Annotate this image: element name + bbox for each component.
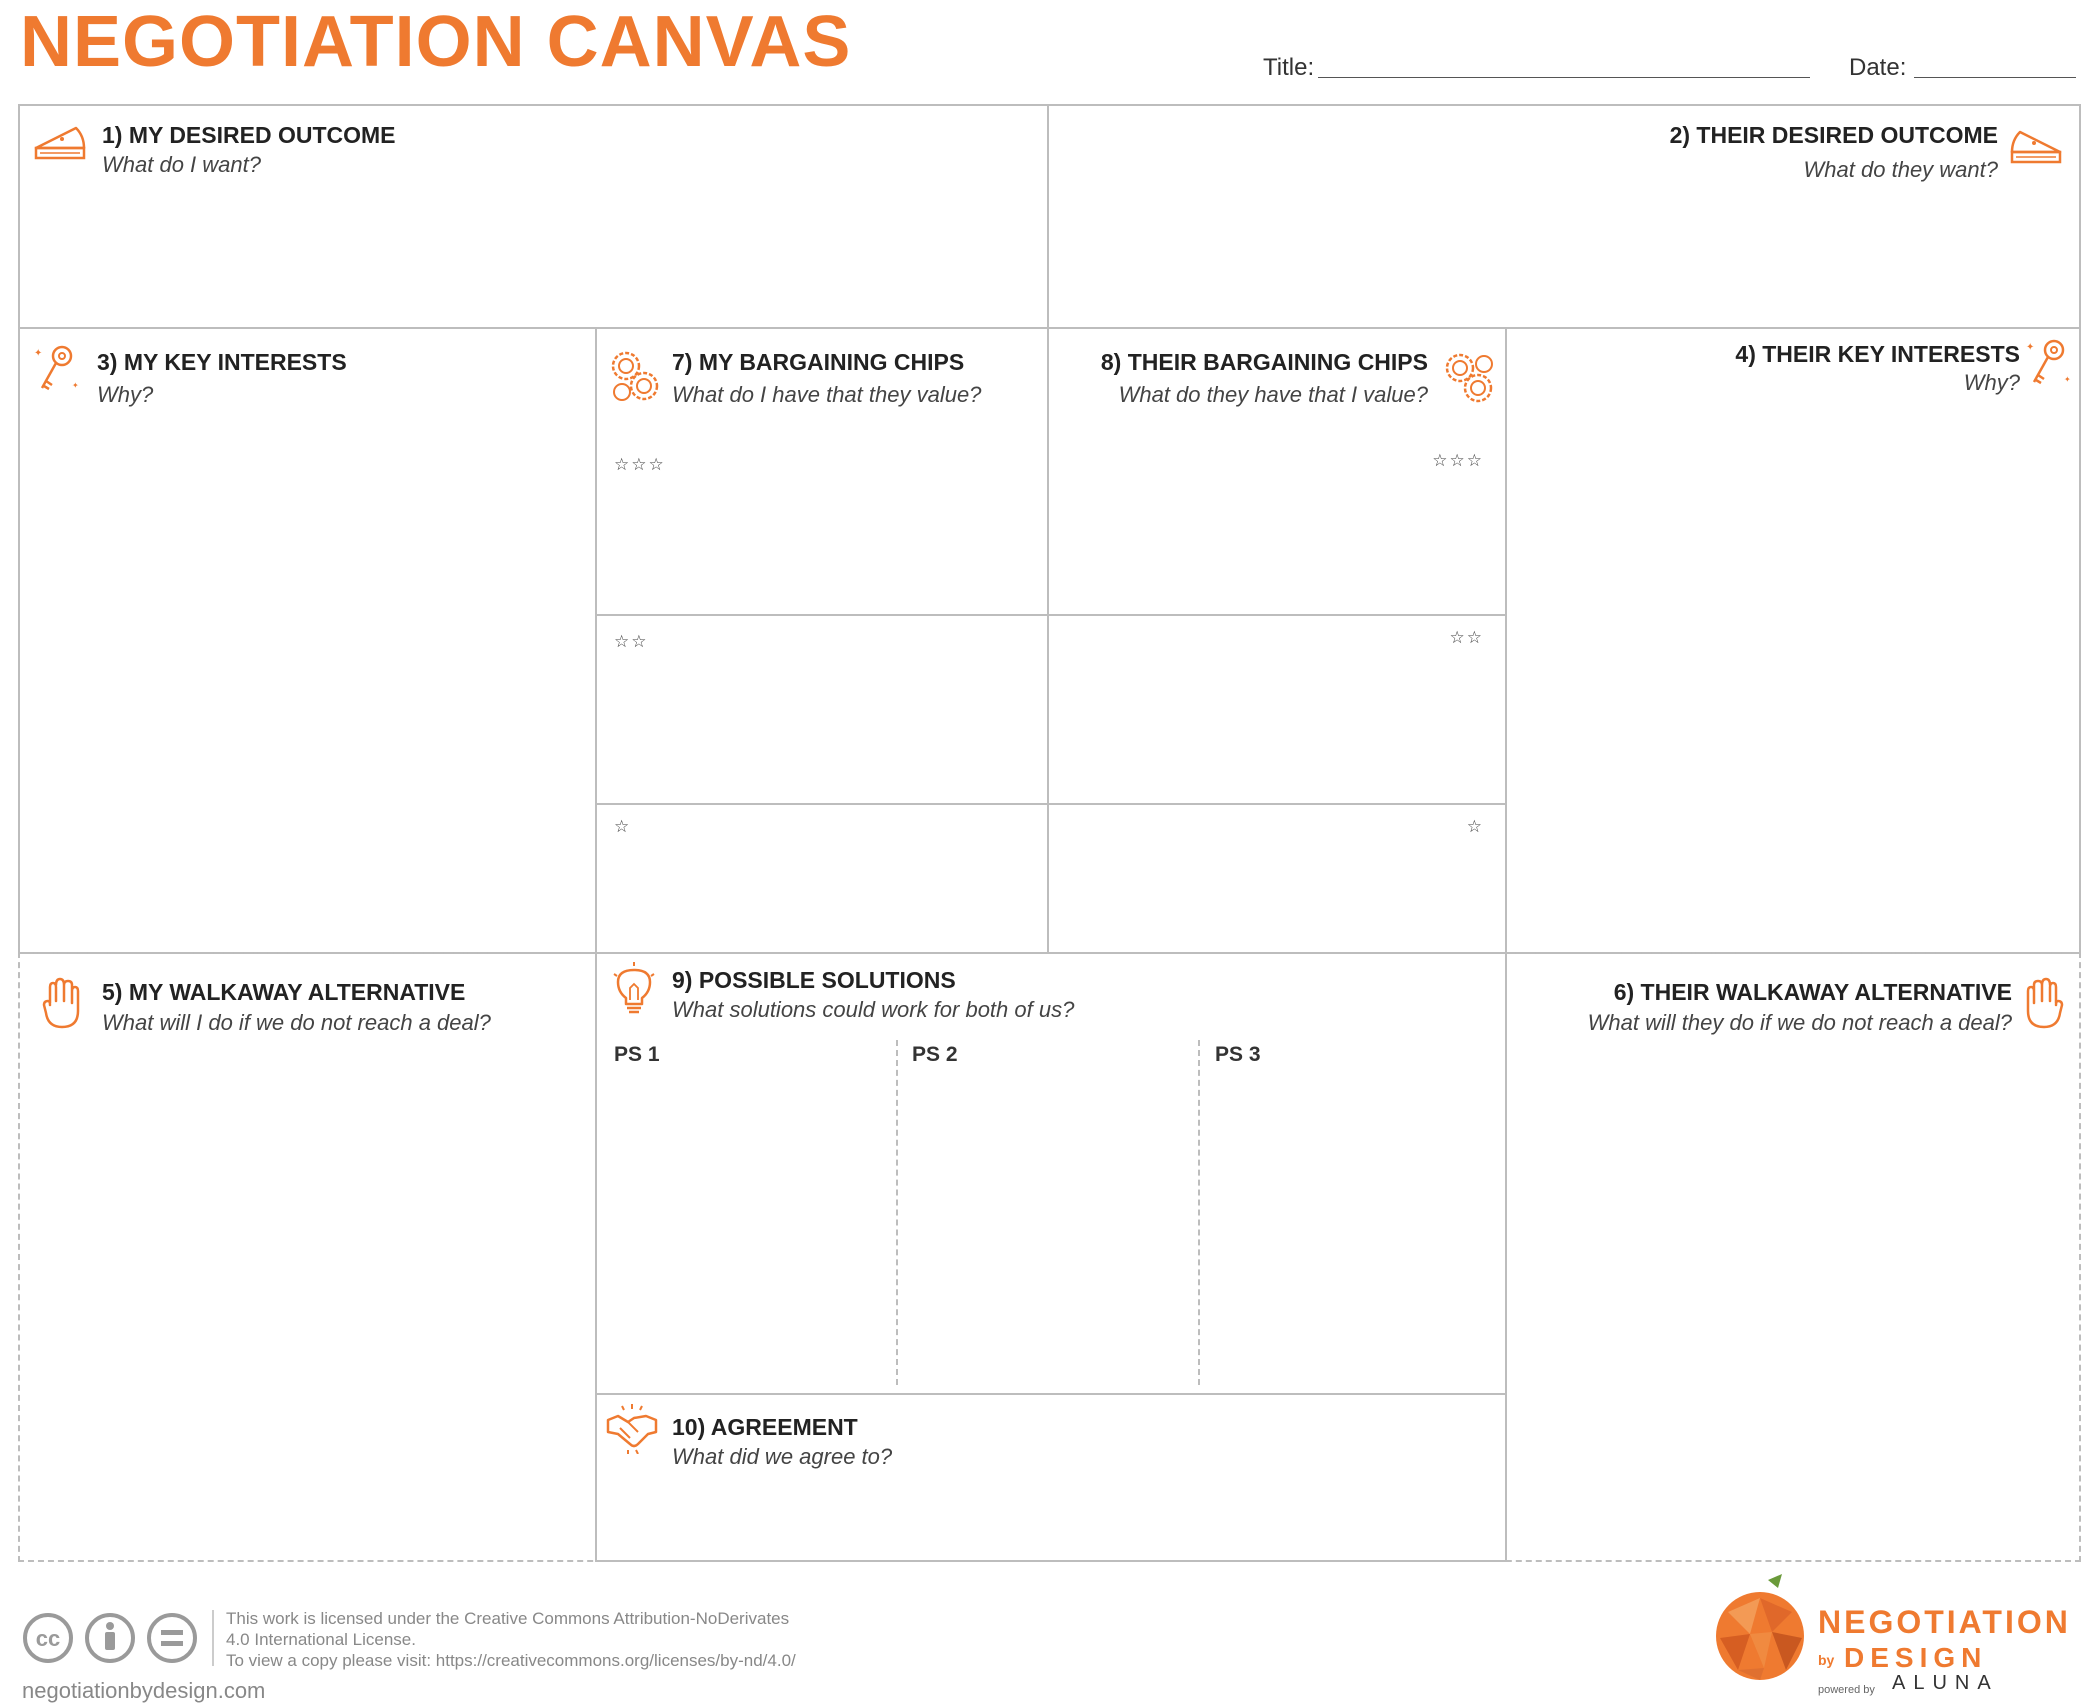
section-8-subtitle: What do they have that I value? xyxy=(1118,382,1428,407)
svg-text:✦: ✦ xyxy=(72,381,79,390)
handshake-icon xyxy=(604,1402,660,1454)
section-3-subtitle: Why? xyxy=(97,382,154,407)
pie-slice-icon xyxy=(2008,126,2064,174)
rating-3-stars: ☆☆☆ xyxy=(614,455,666,474)
license-line-2: 4.0 International License. xyxy=(226,1630,416,1649)
title-field-label: Title: xyxy=(1263,54,1315,81)
box-their-key-interests[interactable] xyxy=(1505,327,2081,954)
section-10-subtitle: What did we agree to? xyxy=(672,1444,893,1469)
ps-separator-2 xyxy=(1198,1040,1200,1385)
svg-text:✦: ✦ xyxy=(34,348,43,359)
attribution-icon xyxy=(87,1615,133,1661)
section-4-title: 4) THEIR KEY INTERESTS xyxy=(1735,341,2020,367)
orange-logo-icon xyxy=(1710,1572,1810,1692)
ps-2-label: PS 2 xyxy=(912,1043,958,1066)
cc-icon xyxy=(25,1615,71,1661)
section-7-subtitle: What do I have that they value? xyxy=(672,382,982,407)
date-field-label: Date: xyxy=(1849,54,1907,81)
license-icons xyxy=(22,1612,208,1664)
website-link[interactable]: negotiationbydesign.com xyxy=(22,1678,266,1703)
license-text xyxy=(226,1608,796,1671)
key-icon xyxy=(32,342,82,398)
svg-text:✦: ✦ xyxy=(2064,375,2071,384)
ps-3-label: PS 3 xyxy=(1215,1043,1261,1066)
section-5-subtitle: What will I do if we do not reach a deal? xyxy=(102,1010,491,1035)
rating-1-star: ☆ xyxy=(614,817,632,836)
poker-chips-icon xyxy=(1440,350,1498,408)
license-line-1: This work is licensed under the Creative Commons Attribution-NoDerivates xyxy=(226,1609,790,1628)
section-2-subtitle: What do they want? xyxy=(1803,157,1998,182)
section-7-title: 7) MY BARGAINING CHIPS xyxy=(672,349,965,375)
box-my-key-interests[interactable] xyxy=(18,327,597,954)
poker-chips-icon xyxy=(606,348,664,406)
key-icon xyxy=(2024,336,2074,392)
section-5-title: 5) MY WALKAWAY ALTERNATIVE xyxy=(102,979,466,1005)
section-2-title: 2) THEIR DESIRED OUTCOME xyxy=(1669,122,1998,148)
section-9-title: 9) POSSIBLE SOLUTIONS xyxy=(672,967,956,993)
box-my-chips-1star[interactable] xyxy=(595,803,1049,954)
rating-1-star: ☆ xyxy=(1466,817,1484,836)
no-derivatives-icon xyxy=(149,1615,195,1661)
section-9-subtitle: What solutions could work for both of us? xyxy=(672,997,1075,1022)
lightbulb-icon xyxy=(612,962,656,1018)
box-my-walkaway[interactable] xyxy=(18,952,597,1562)
pie-slice-icon xyxy=(32,122,88,170)
rating-3-stars: ☆☆☆ xyxy=(1432,451,1484,470)
title-field-line[interactable] xyxy=(1318,77,1810,78)
section-6-title: 6) THEIR WALKAWAY ALTERNATIVE xyxy=(1613,979,2012,1005)
section-1-title: 1) MY DESIRED OUTCOME xyxy=(102,122,396,148)
svg-text:✦: ✦ xyxy=(2026,342,2035,353)
ps-1-label: PS 1 xyxy=(614,1043,660,1066)
powered-by-label: powered by xyxy=(1818,1684,1875,1696)
date-field-line[interactable] xyxy=(1914,77,2076,78)
brand-by: by xyxy=(1818,1652,1835,1668)
rating-2-stars: ☆☆ xyxy=(1449,628,1484,647)
page-title: NEGOTIATION CANVAS xyxy=(20,2,852,82)
ps-separator-1 xyxy=(896,1040,898,1385)
raised-hand-icon xyxy=(40,975,84,1031)
section-3-title: 3) MY KEY INTERESTS xyxy=(97,349,347,375)
section-8-title: 8) THEIR BARGAINING CHIPS xyxy=(1100,349,1428,375)
box-my-chips-2star[interactable] xyxy=(595,614,1049,805)
raised-hand-icon xyxy=(2022,975,2066,1031)
box-their-chips-1star[interactable] xyxy=(1047,803,1507,954)
brand-name-line2: DESIGN xyxy=(1844,1642,1988,1673)
brand-name-line1: NEGOTIATION xyxy=(1818,1604,2071,1640)
svg-text:cc: cc xyxy=(35,1626,61,1651)
box-their-chips-2star[interactable] xyxy=(1047,614,1507,805)
rating-2-stars: ☆☆ xyxy=(614,632,649,651)
section-1-subtitle: What do I want? xyxy=(102,152,261,177)
aluna-logo: ALUNA xyxy=(1892,1672,1999,1694)
footer-divider xyxy=(212,1610,214,1666)
section-4-subtitle: Why? xyxy=(1963,370,2020,395)
section-6-subtitle: What will they do if we do not reach a deal? xyxy=(1587,1010,2012,1035)
section-10-title: 10) AGREEMENT xyxy=(672,1414,858,1440)
license-line-3[interactable]: To view a copy please visit: https://creativecommons.org/licenses/by-nd/4.0/ xyxy=(226,1651,796,1670)
